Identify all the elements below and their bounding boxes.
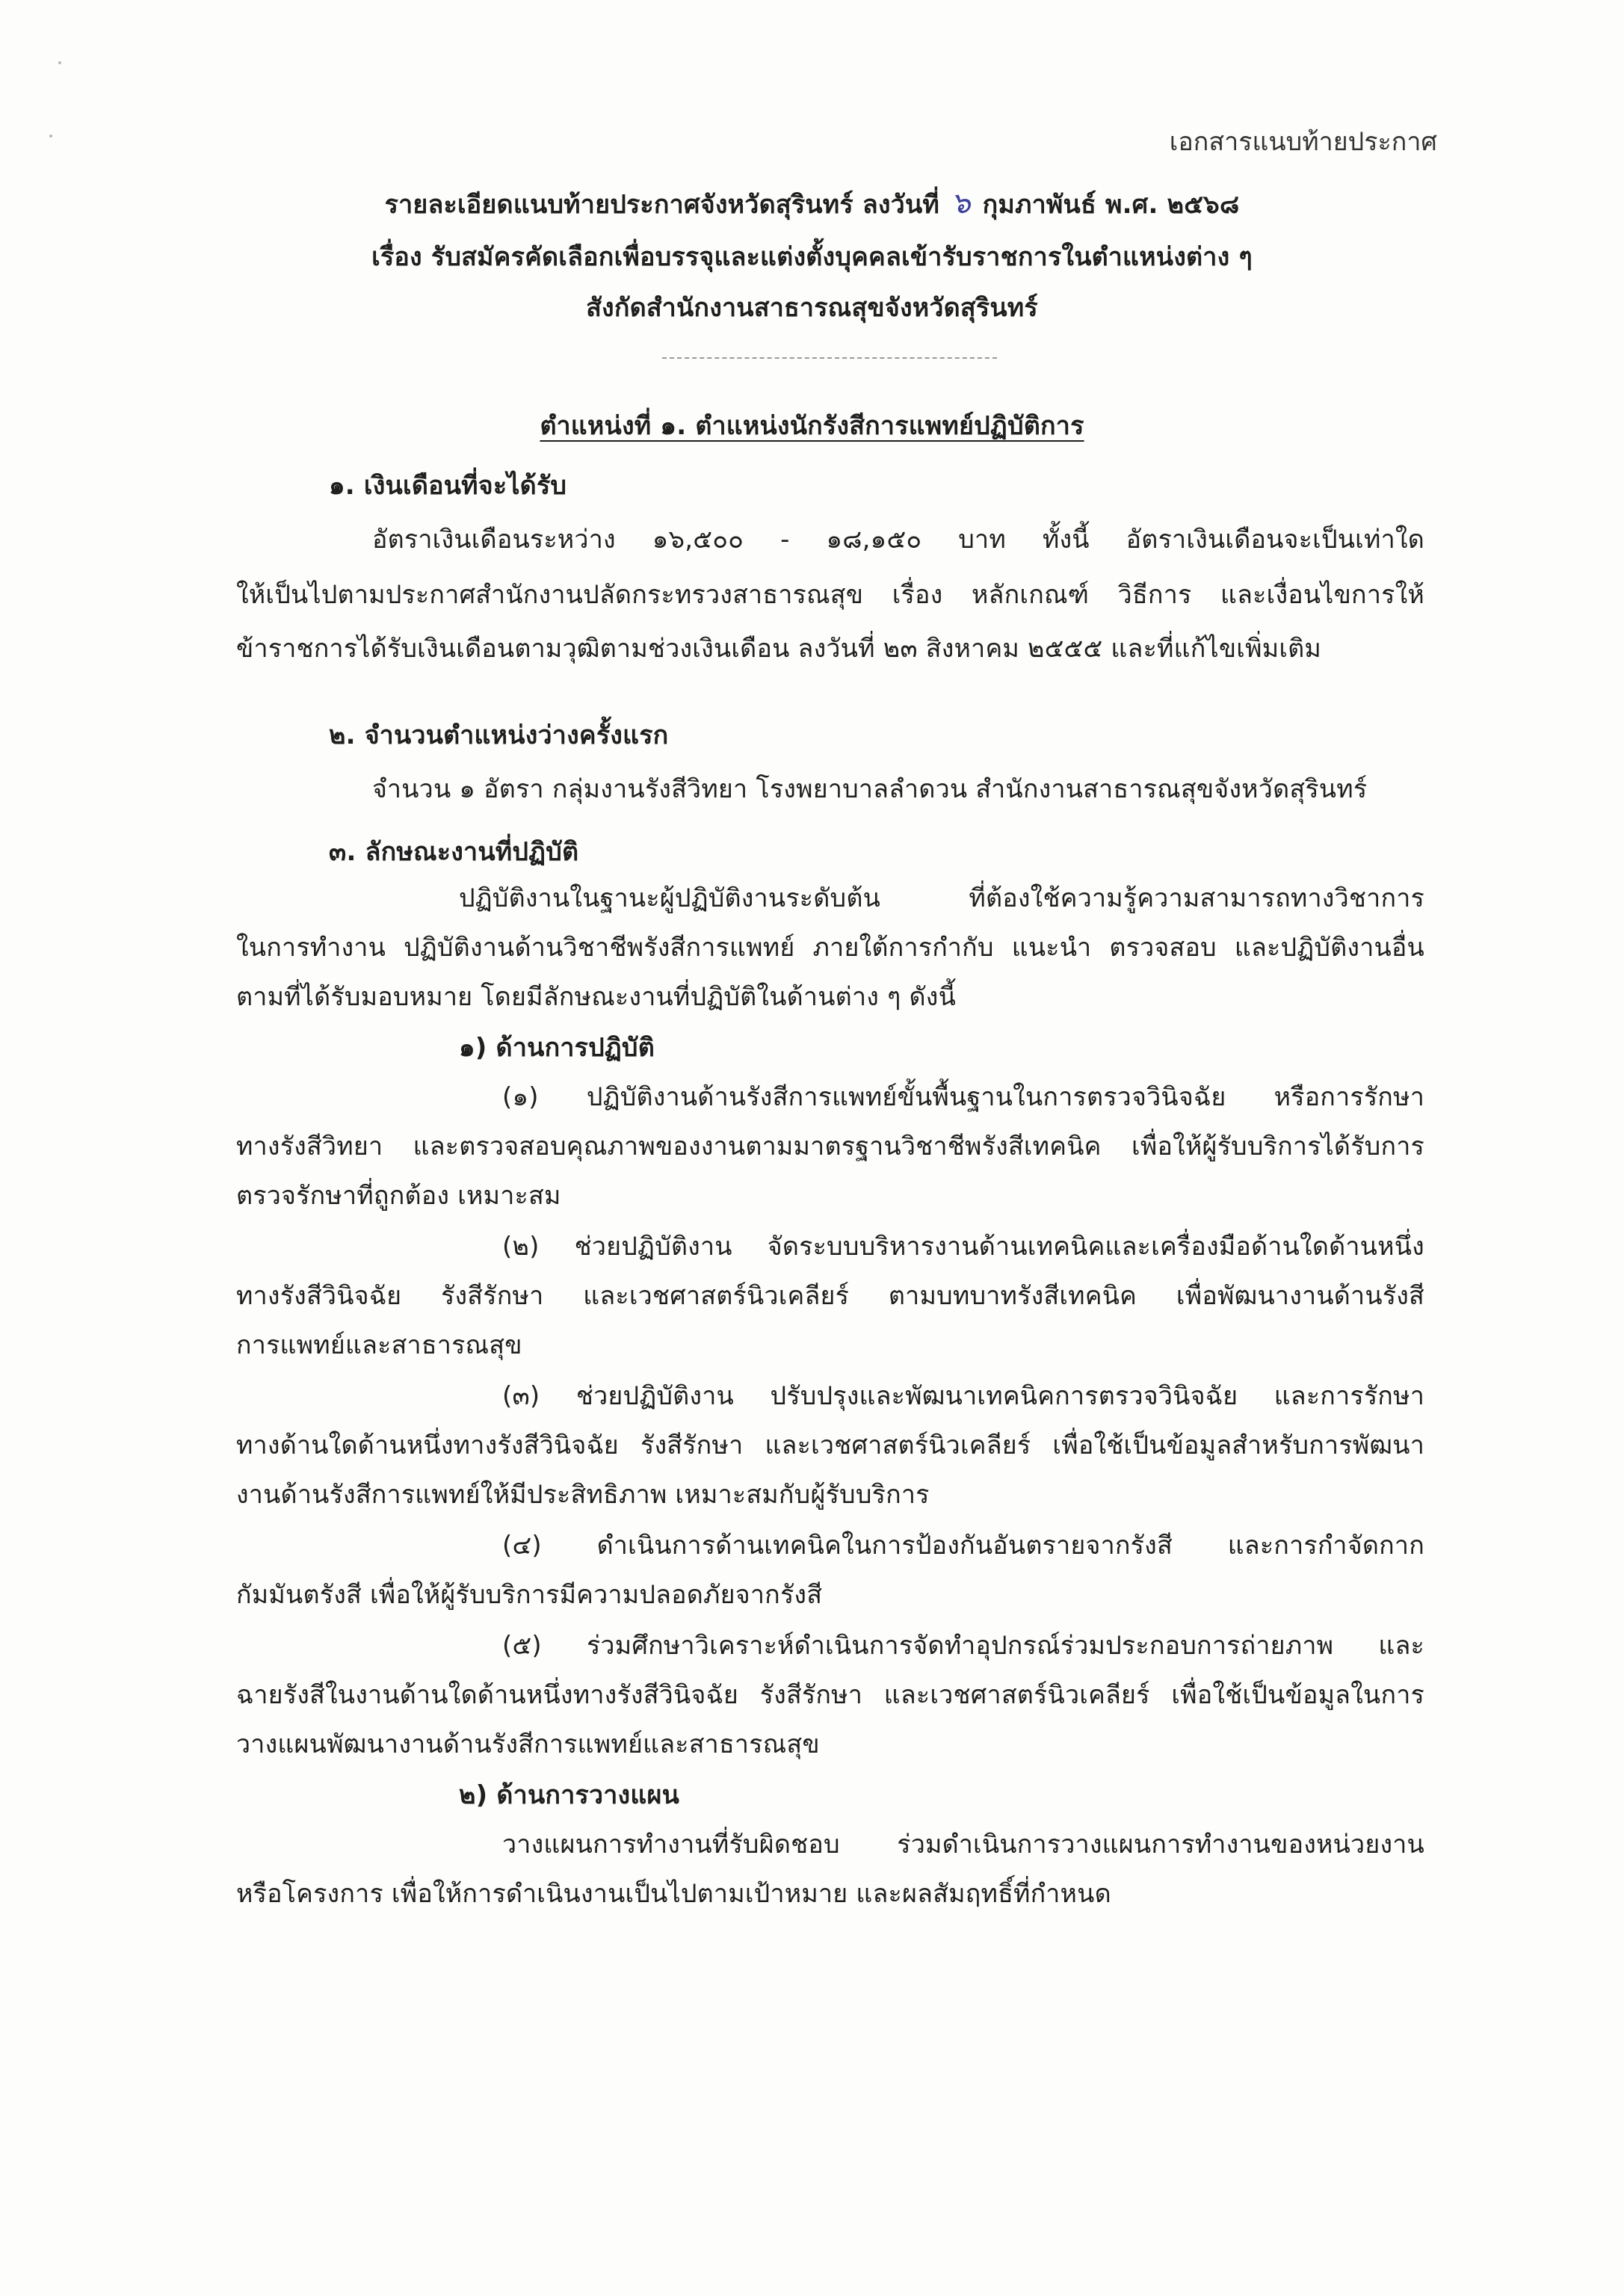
annex-label: เอกสารแนบท้ายประกาศ (1169, 127, 1437, 157)
practice-item-1-line-1: (๑) ปฏิบัติงานด้านรังสีการแพทย์ขั้นพื้นฐานในการตรวจวินิจฉัย หรือการรักษา (502, 1082, 1424, 1112)
salary-line-2: ให้เป็นไปตามประกาศสำนักงานปลัดกระทรวงสาธารณสุข เรื่อง หลักเกณฑ์ วิธีการ และเงื่อนไขการให้ (236, 580, 1424, 610)
practice-item-5-line-2: ฉายรังสีในงานด้านใดด้านหนึ่งทางรังสีวินิจฉัย รังสีรักษา และเวชศาสตร์นิวเคลียร์ เพื่อใช้เป็นข้อมูลในการ (236, 1680, 1424, 1710)
duties-intro-line-2: ในการทำงาน ปฏิบัติงานด้านวิชาชีพรังสีการแพทย์ ภายใต้การกำกับ แนะนำ ตรวจสอบ และปฏิบัติงานอื่น (236, 933, 1424, 963)
vacancy-heading: ๒. จำนวนตำแหน่งว่างครั้งแรก (329, 720, 669, 750)
practice-item-2-line-2: ทางรังสีวินิจฉัย รังสีรักษา และเวชศาสตร์นิวเคลียร์ ตามบทบาทรังสีเทคนิค เพื่อพัฒนางานด้านรังสี (236, 1281, 1424, 1311)
scan-speck (49, 135, 52, 138)
planning-heading: ๒) ด้านการวางแผน (459, 1780, 680, 1810)
document-title-line-1 (0, 187, 1624, 221)
duties-intro-line-1: ปฏิบัติงานในฐานะผู้ปฏิบัติงานระดับต้น ที่ต้องใช้ความรู้ความสามารถทางวิชาการ (459, 883, 1424, 913)
practice-item-3-line-3: งานด้านรังสีการแพทย์ให้มีประสิทธิภาพ เหมาะสมกับผู้รับบริการ (236, 1480, 930, 1510)
practice-heading: ๑) ด้านการปฏิบัติ (459, 1033, 655, 1063)
scan-speck (58, 61, 61, 64)
practice-item-3-line-1: (๓) ช่วยปฏิบัติงาน ปรับปรุงและพัฒนาเทคนิคการตรวจวินิจฉัย และการรักษา (502, 1381, 1424, 1411)
duties-intro-line-3: ตามที่ได้รับมอบหมาย โดยมีลักษณะงานที่ปฏิบัติในด้านต่าง ๆ ดังนี้ (236, 982, 957, 1012)
vacancy-line-1: จำนวน ๑ อัตรา กลุ่มงานรังสีวิทยา โรงพยาบาลลำดวน สำนักงานสาธารณสุขจังหวัดสุรินทร์ (372, 774, 1368, 804)
salary-heading: ๑. เงินเดือนที่จะได้รับ (329, 471, 567, 501)
document-title-line-3: สังกัดสำนักงานสาธารณสุขจังหวัดสุรินทร์ (586, 293, 1038, 323)
practice-item-5-line-3: วางแผนพัฒนางานด้านรังสีการแพทย์และสาธารณสุข (236, 1729, 820, 1759)
planning-line-2: หรือโครงการ เพื่อให้การดำเนินงานเป็นไปตามเป้าหมาย และผลสัมฤทธิ์ที่กำหนด (236, 1879, 1111, 1909)
title-date-suffix: กุมภาพันธ์ พ.ศ. ๒๕๖๘ (982, 190, 1240, 220)
practice-item-1-line-3: ตรวจรักษาที่ถูกต้อง เหมาะสม (236, 1181, 561, 1211)
title-date-prefix: รายละเอียดแนบท้ายประกาศจังหวัดสุรินทร์ ลงวันที่ (384, 190, 940, 220)
practice-item-5-line-1: (๕) ร่วมศึกษาวิเคราะห์ดำเนินการจัดทำอุปกรณ์ร่วมประกอบการถ่ายภาพ และ (502, 1631, 1424, 1661)
position-heading: ตำแหน่งที่ ๑. ตำแหน่งนักรังสีการแพทย์ปฏิบัติการ (540, 411, 1084, 441)
practice-item-2-line-1: (๒) ช่วยปฏิบัติงาน จัดระบบบริหารงานด้านเทคนิคและเครื่องมือด้านใดด้านหนึ่ง (502, 1232, 1424, 1262)
salary-line-1: อัตราเงินเดือนระหว่าง ๑๖,๕๐๐ - ๑๘,๑๕๐ บาท ทั้งนี้ อัตราเงินเดือนจะเป็นเท่าใด (372, 525, 1424, 555)
dashed-divider (662, 357, 997, 359)
salary-line-3: ข้าราชการได้รับเงินเดือนตามวุฒิตามช่วงเงินเดือน ลงวันที่ ๒๓ สิงหาคม ๒๕๕๕ และที่แก้ไขเพิ่มเติม (236, 634, 1322, 664)
practice-item-3-line-2: ทางด้านใดด้านหนึ่งทางรังสีวินิจฉัย รังสีรักษา และเวชศาสตร์นิวเคลียร์ เพื่อใช้เป็นข้อมูลสำหรับการพัฒนา (236, 1431, 1424, 1460)
practice-item-4-line-2: กัมมันตรังสี เพื่อให้ผู้รับบริการมีความปลอดภัยจากรังสี (236, 1580, 823, 1610)
practice-item-1-line-2: ทางรังสีวิทยา และตรวจสอบคุณภาพของงานตามมาตรฐานวิชาชีพรังสีเทคนิค เพื่อให้ผู้รับบริการได้รับการ (236, 1132, 1424, 1161)
planning-line-1: วางแผนการทำงานที่รับผิดชอบ ร่วมดำเนินการวางแผนการทำงานของหน่วยงาน (502, 1830, 1424, 1860)
practice-item-4-line-1: (๔) ดำเนินการด้านเทคนิคในการป้องกันอันตรายจากรังสี และการกำจัดกาก (502, 1531, 1424, 1561)
duties-heading: ๓. ลักษณะงานที่ปฏิบัติ (329, 837, 579, 867)
document-title-line-2: เรื่อง รับสมัครคัดเลือกเพื่อบรรจุและแต่งตั้งบุคคลเข้ารับราชการในตำแหน่งต่าง ๆ (371, 242, 1253, 272)
handwritten-day: ๖ (948, 185, 973, 222)
practice-item-2-line-3: การแพทย์และสาธารณสุข (236, 1330, 522, 1360)
